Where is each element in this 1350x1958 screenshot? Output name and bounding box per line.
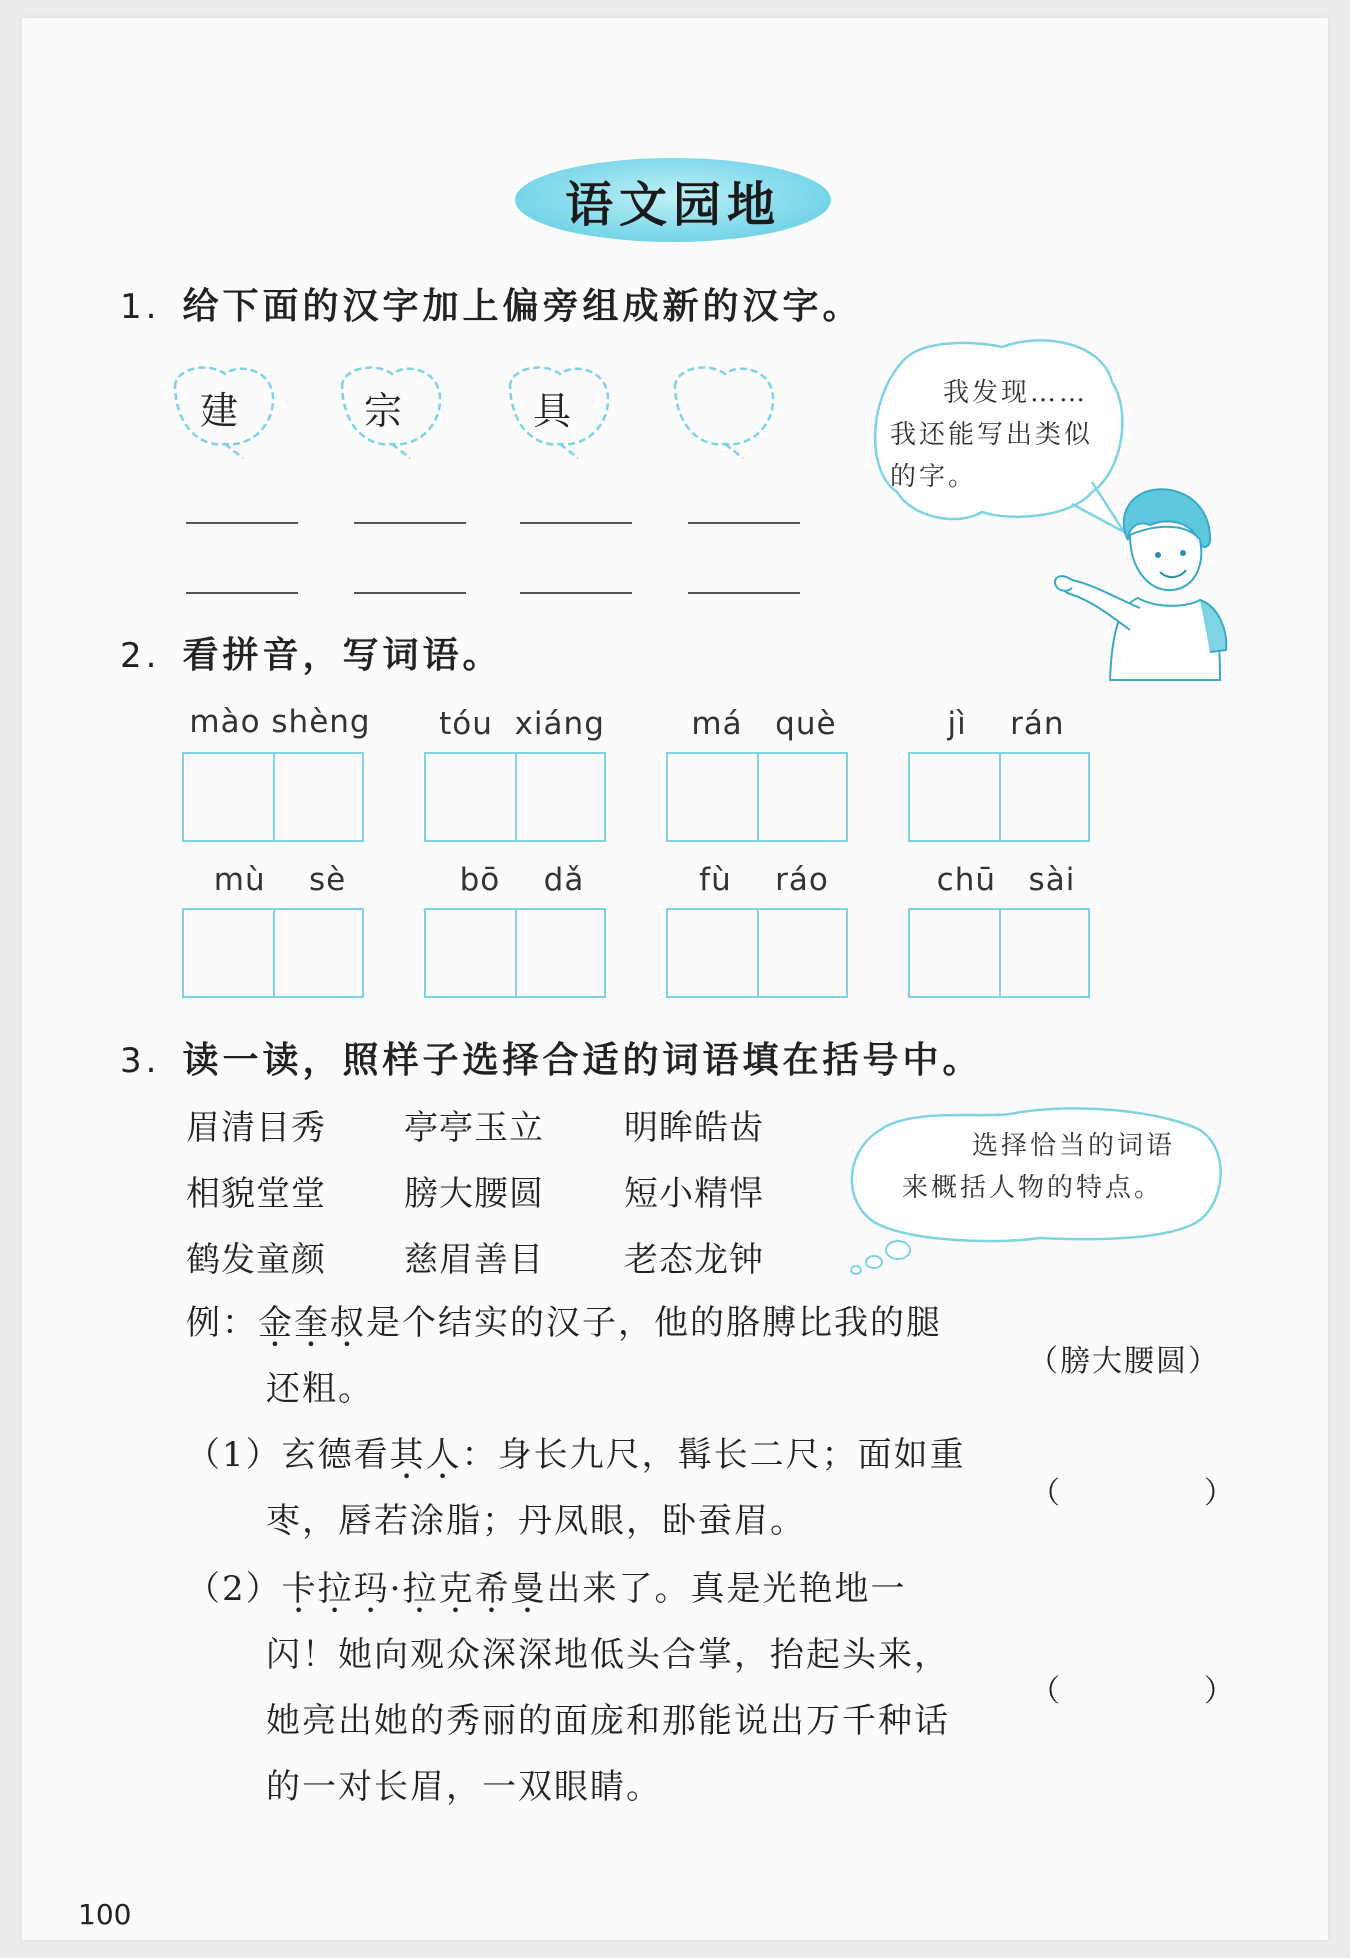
writing-grid[interactable] — [182, 752, 364, 842]
bubble-line: 我还能写出类似 — [890, 420, 1094, 450]
answer-field[interactable] — [1062, 1664, 1198, 1704]
item-text: 玄德看 — [281, 1435, 390, 1475]
dotted-word — [390, 1435, 462, 1475]
item-label: （2） — [186, 1569, 282, 1609]
item-text: 她亮出她的秀丽的面庞和那能说出万千种话 — [266, 1701, 950, 1741]
answer-line[interactable] — [186, 522, 298, 524]
idiom-word: 眉清目秀 — [186, 1108, 326, 1148]
emphasis-char: 拉 — [402, 1569, 439, 1609]
emphasis-char: 玛 — [353, 1569, 390, 1609]
writing-grid[interactable] — [666, 908, 848, 998]
item-2-line-1 — [186, 1556, 1026, 1622]
idiom-word: 短小精悍 — [624, 1174, 764, 1214]
writing-grid[interactable] — [424, 908, 606, 998]
example-answer: （膀大腰圆） — [1028, 1344, 1220, 1379]
answer-line[interactable] — [186, 592, 298, 594]
item-text: ：身长九尺，髯长二尺；面如重 — [461, 1435, 966, 1475]
emphasis-char: 金 — [258, 1303, 294, 1343]
idiom-word: 相貌堂堂 — [186, 1174, 326, 1214]
example-block — [186, 1290, 1006, 1422]
emphasis-char: 拉 — [317, 1569, 354, 1609]
item-1-block — [186, 1422, 1006, 1554]
example-label: 例： — [186, 1303, 258, 1343]
emphasis-char: 曼 — [510, 1569, 547, 1609]
example-text: 是个结实的汉子，他的胳膊比我的腿 — [366, 1303, 942, 1343]
pinyin-label: mào shèng — [189, 704, 371, 740]
bubble-line: 我发现…… — [942, 378, 1088, 408]
item-text: 闪！她向观众深深地低头合掌，抬起头来， — [266, 1635, 950, 1675]
emphasis-char: 叔 — [330, 1303, 366, 1343]
answer-line[interactable] — [688, 592, 800, 594]
answer-line[interactable] — [354, 522, 466, 524]
emphasis-char: · — [389, 1569, 403, 1609]
pinyin-label: bō dǎ — [459, 862, 585, 898]
item-label: （1） — [186, 1435, 282, 1475]
bubble-text-2 — [902, 1125, 1202, 1209]
answer-paren-close: ） — [1204, 1674, 1236, 1709]
question-text: 给下面的汉字加上偏旁组成新的汉字。 — [182, 285, 863, 327]
question-text: 读一读，照样子选择合适的词语填在括号中。 — [182, 1039, 983, 1081]
idiom-word: 鹤发童颜 — [186, 1240, 326, 1280]
pinyin-label: tóu xiáng — [439, 706, 605, 742]
question-3-heading — [120, 1032, 982, 1083]
bubble-line: 选择恰当的词语 — [972, 1131, 1176, 1161]
item-1-line-1 — [186, 1422, 1006, 1488]
answer-line[interactable] — [354, 592, 466, 594]
idiom-word: 慈眉善目 — [404, 1240, 544, 1280]
idiom-word: 明眸皓齿 — [624, 1108, 764, 1148]
example-text: 还粗。 — [266, 1369, 374, 1409]
answer-line[interactable] — [520, 522, 632, 524]
answer-field[interactable] — [1062, 1466, 1198, 1506]
emphasis-char: 其 — [389, 1435, 426, 1475]
item-2-block — [186, 1556, 1026, 1820]
answer-paren-close: ） — [1204, 1476, 1236, 1511]
emphasis-char: 克 — [438, 1569, 475, 1609]
writing-grid[interactable] — [908, 908, 1090, 998]
answer-line[interactable] — [688, 522, 800, 524]
question-2-heading — [120, 627, 502, 678]
emphasis-char: 卡 — [281, 1569, 318, 1609]
question-number: 1. — [120, 287, 161, 327]
item-text: 出来了。真是光艳地一 — [546, 1569, 907, 1609]
pinyin-label: mù sè — [213, 862, 347, 898]
page-number: 100 — [78, 1898, 132, 1931]
bubble-line: 来概括人物的特点。 — [902, 1173, 1164, 1203]
pinyin-label: jì rán — [947, 706, 1065, 742]
idiom-word: 老态龙钟 — [624, 1240, 764, 1280]
answer-line[interactable] — [520, 592, 632, 594]
leaf-icon — [665, 362, 785, 462]
pinyin-label: chū sài — [936, 862, 1076, 898]
writing-grid[interactable] — [424, 752, 606, 842]
bubble-line: 的字。 — [890, 462, 978, 492]
leaf-char-2: 宗 — [364, 389, 403, 433]
pinyin-label: fù ráo — [699, 862, 829, 898]
pinyin-label: má què — [691, 706, 837, 742]
emphasis-char: 奎 — [294, 1303, 330, 1343]
page-title: 语文园地 — [564, 176, 781, 233]
emphasis-char: 人 — [425, 1435, 462, 1475]
boy-illustration — [1050, 480, 1230, 690]
question-number: 3. — [120, 1041, 161, 1081]
question-1-heading — [120, 278, 862, 329]
writing-grid[interactable] — [908, 752, 1090, 842]
answer-paren-open: （ — [1030, 1476, 1062, 1511]
dotted-word — [258, 1303, 366, 1343]
emphasis-char: 希 — [474, 1569, 511, 1609]
item-text: 枣，唇若涂脂；丹凤眼，卧蚕眉。 — [266, 1501, 806, 1541]
writing-grid[interactable] — [182, 908, 364, 998]
section-title-badge — [515, 158, 831, 242]
item-text: 的一对长眉，一双眼睛。 — [266, 1767, 662, 1807]
question-text: 看拼音，写词语。 — [182, 634, 503, 676]
idiom-word: 亭亭玉立 — [404, 1108, 544, 1148]
leaf-char-3: 具 — [533, 389, 572, 433]
leaf-char-1: 建 — [200, 389, 239, 433]
answer-paren-open: （ — [1030, 1674, 1062, 1709]
idiom-word: 膀大腰圆 — [404, 1174, 544, 1214]
example-line-1 — [186, 1290, 1006, 1356]
question-number: 2. — [120, 636, 161, 676]
dotted-word — [282, 1569, 547, 1609]
writing-grid[interactable] — [666, 752, 848, 842]
